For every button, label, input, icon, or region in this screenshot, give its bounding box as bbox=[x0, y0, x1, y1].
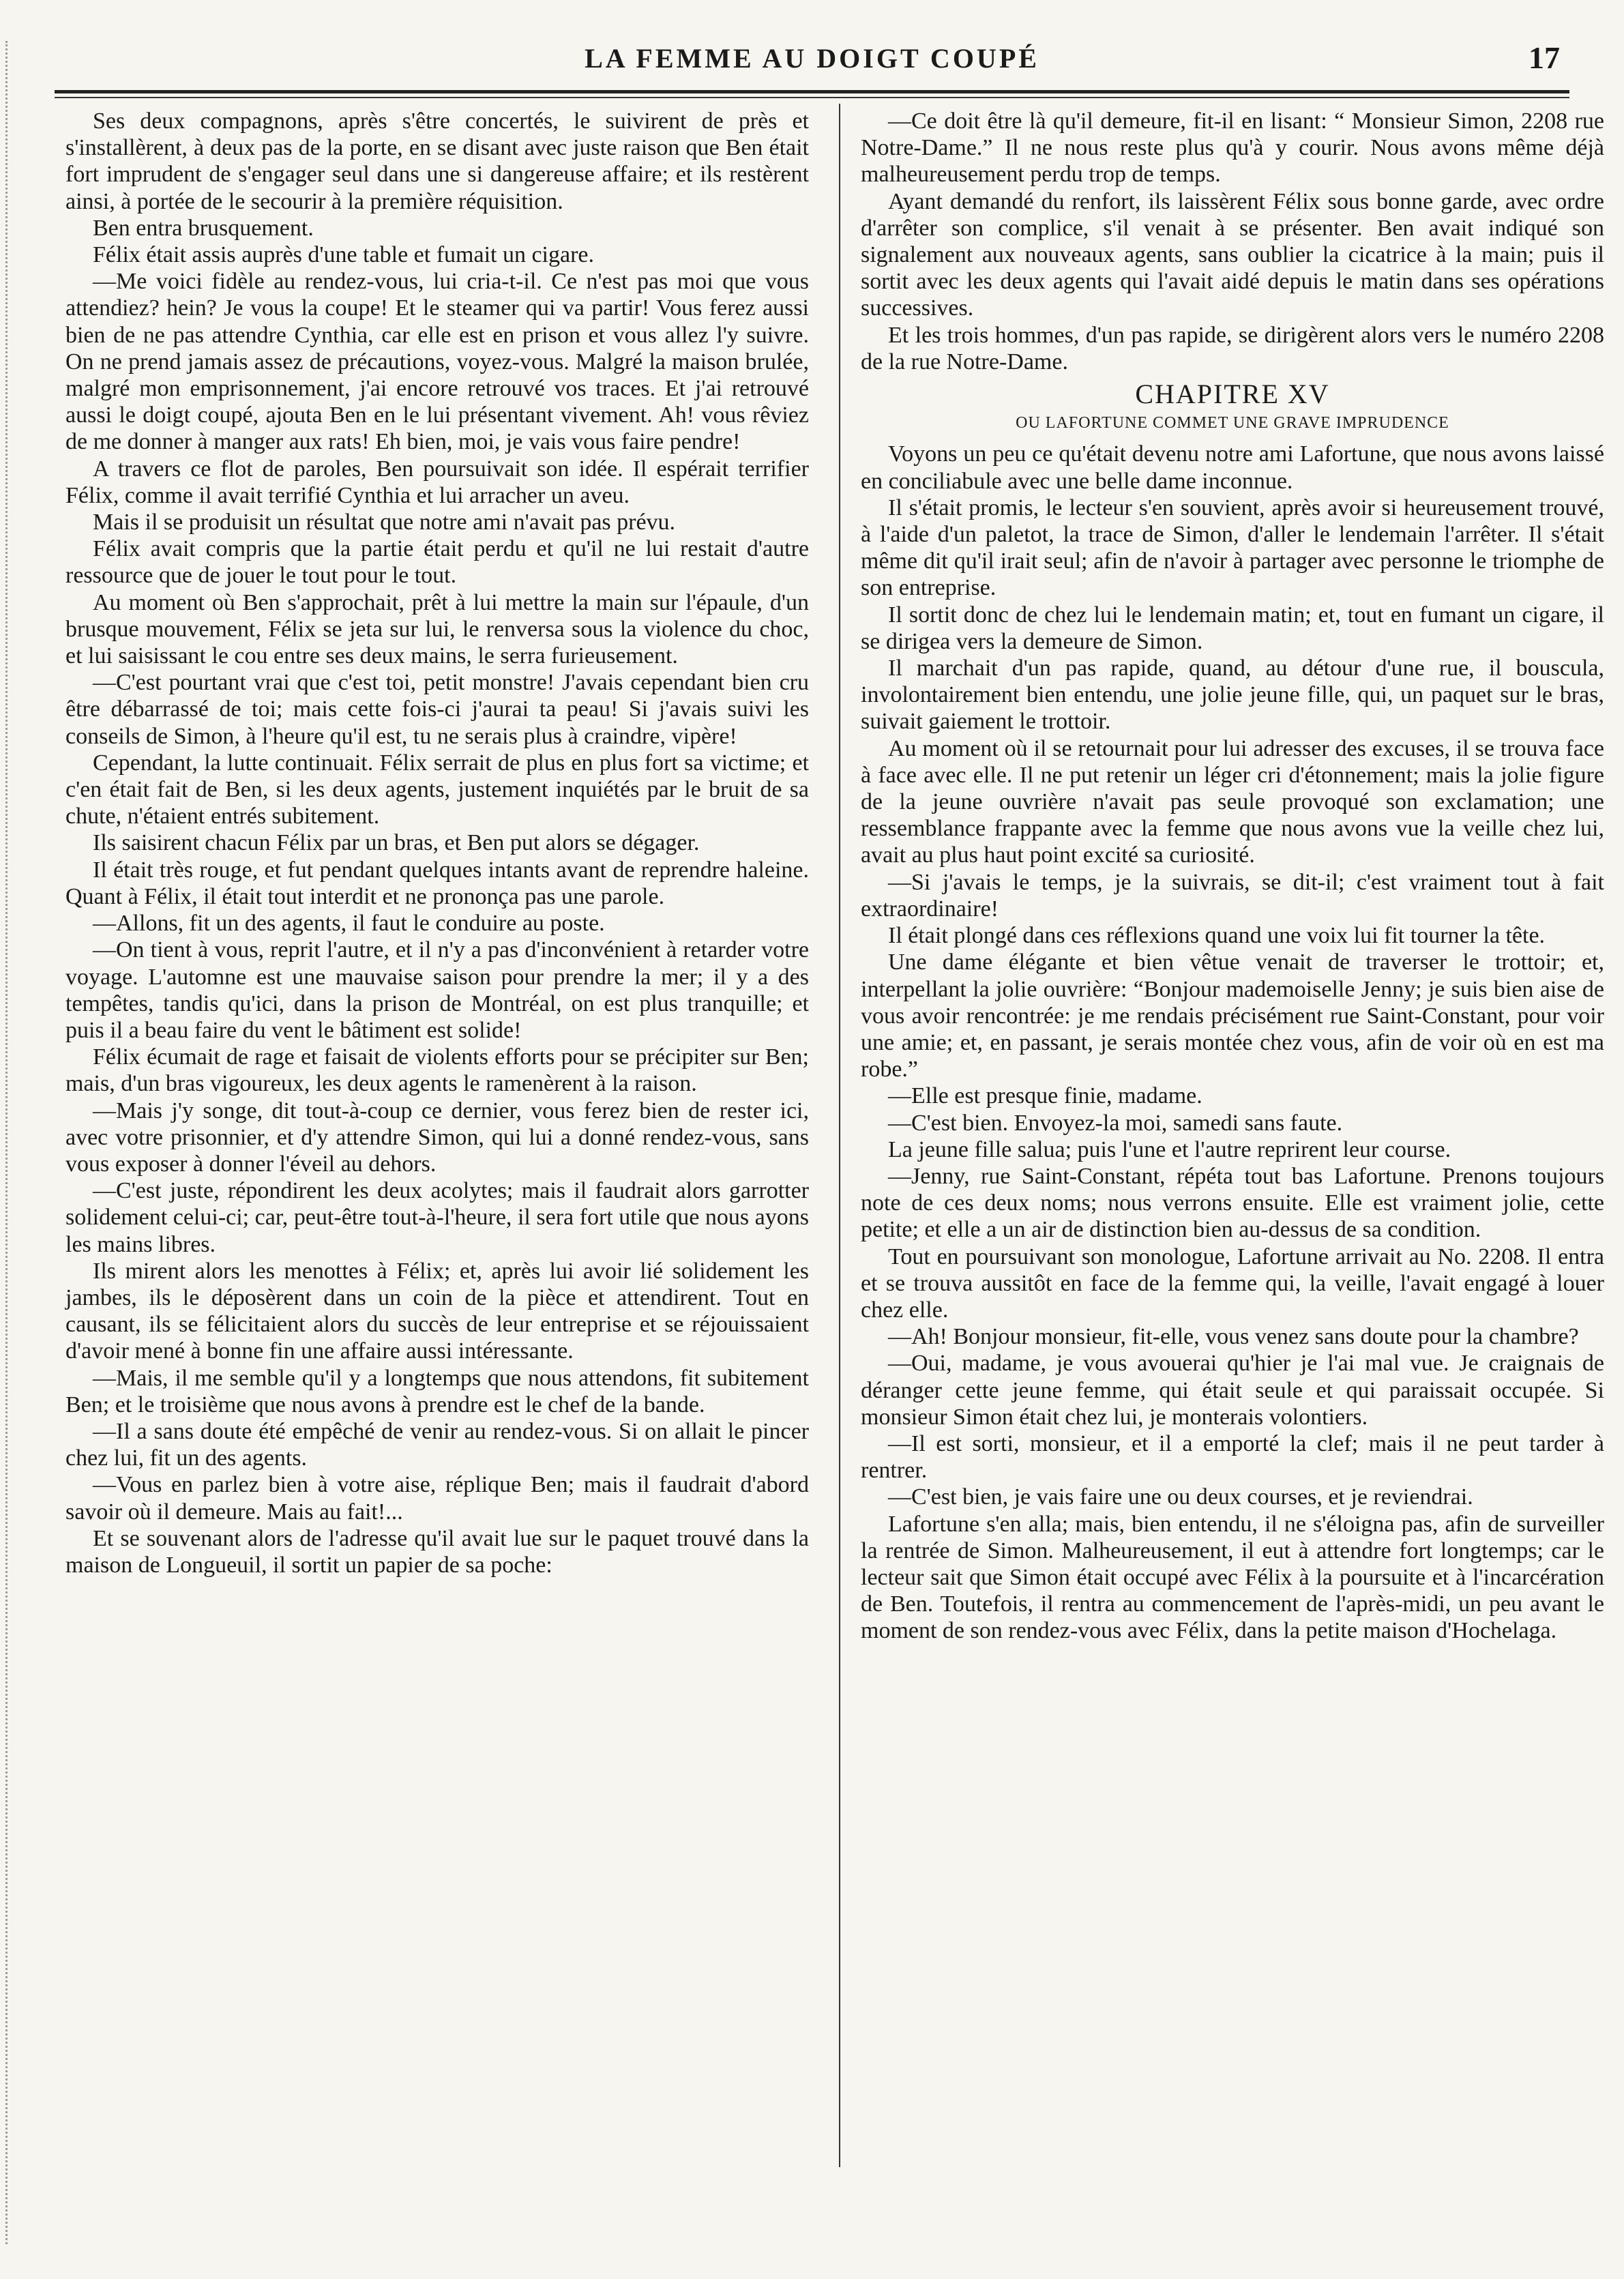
paragraph: Il était plongé dans ces réflexions quand une voix lui fit tourner la tête. bbox=[888, 923, 1546, 949]
paragraph: Voyons un peu ce qu'était devenu notre ami Lafortune, que nous avons laissé en conciliabule avec une belle dame inconnue. bbox=[861, 441, 1604, 494]
paragraph: Et se souvenant alors de l'adresse qu'il avait lue sur le paquet trouvé dans la maison de Longueuil, il sortit un papier de sa poche: bbox=[65, 1525, 809, 1578]
paragraph: —C'est bien. Envoyez-la moi, samedi sans faute. bbox=[888, 1110, 1343, 1136]
paragraph: —Vous en parlez bien à votre aise, réplique Ben; mais il faudrait d'abord savoir où il demeure. Mais au fait!... bbox=[65, 1472, 809, 1525]
header-rule bbox=[55, 90, 1569, 93]
binding-edge bbox=[5, 41, 27, 2244]
right-column bbox=[861, 108, 1604, 1645]
paragraph: —Elle est presque finie, madame. bbox=[888, 1083, 1202, 1109]
chapter-subtitle: OU LAFORTUNE COMMET UNE GRAVE IMPRUDENCE bbox=[1016, 414, 1449, 432]
paragraph: —Il est sorti, monsieur, et il a emporté la clef; mais il ne peut tarder à rentrer. bbox=[861, 1430, 1604, 1484]
paragraph: Cependant, la lutte continuait. Félix serrait de plus en plus fort sa victime; et c'en était fait de Ben, si les deux agents, justement inquiétés par le bruit de sa chute, n'étaient entrés subitement. bbox=[65, 750, 809, 829]
paragraph: Félix avait compris que la partie était perdu et qu'il ne lui restait d'autre ressource que de jouer le tout pour le tout. bbox=[65, 536, 809, 589]
paragraph: Il s'était promis, le lecteur s'en souvient, après avoir si heureusement trouvé, à l'aide d'un paletot, la trace de Simon, d'aller le lendemain l'arrêter. Il s'était même dit qu'il irait seul; afin de n'avoir à partager avec personne le triomphe de son entreprise. bbox=[861, 495, 1604, 601]
paragraph: —Ah! Bonjour monsieur, fit-elle, vous venez sans doute pour la chambre? bbox=[888, 1324, 1579, 1350]
right-column-part-2 bbox=[861, 441, 1604, 1644]
paragraph: Au moment où Ben s'approchait, prêt à lui mettre la main sur l'épaule, d'un brusque mouvement, Félix se jeta sur lui, le renversa sous la violence du choc, et lui saisissant le cou entre ses deux mains, le serra furieusement. bbox=[65, 589, 809, 669]
paragraph: —Mais, il me semble qu'il y a longtemps que nous attendons, fit subitement Ben; et le troisième que nous avons à prendre est le chef de la bande. bbox=[65, 1365, 809, 1417]
paragraph: —C'est pourtant vrai que c'est toi, petit monstre! J'avais cependant bien cru être débarrassé de toi; mais cette fois-ci j'aurai ta peau! Si j'avais suivi les conseils de Simon, à l'heure qu'il est, tu ne serais plus à craindre, vipère! bbox=[65, 670, 809, 749]
paragraph: —C'est juste, répondirent les deux acolytes; mais il faudrait alors garrotter solidement celui-ci; car, peut-être tout-à-l'heure, il sera fort utile que nous ayons les mains libres. bbox=[65, 1178, 809, 1257]
paragraph: Ayant demandé du renfort, ils laissèrent Félix sous bonne garde, avec ordre d'arrêter son complice, s'il venait à se présenter. Ben avait indiqué son signalement aux nouveaux agents, sans oublier la cicatrice à la main; puis il sortit avec les deux agents qui l'avait aidé depuis le matin dans ses opérations successives. bbox=[861, 188, 1604, 321]
paragraph: Au moment où il se retournait pour lui adresser des excuses, il se trouva face à face avec elle. Il ne put retenir un léger cri d'étonnement; mais la jolie figure de la jeune ouvrière n'avait pas seule provoqué son exclamation; une ressemblance frappante avec la femme que nous avons vue la veille chez lui, avait au plus haut point excité sa curiosité. bbox=[861, 735, 1604, 868]
paragraph: Il sortit donc de chez lui le lendemain matin; et, tout en fumant un cigare, il se dirigea vers la demeure de Simon. bbox=[861, 602, 1604, 654]
paragraph: Ben entra brusquement. bbox=[93, 215, 314, 241]
paragraph: Félix était assis auprès d'une table et fumait un cigare. bbox=[93, 242, 595, 268]
paragraph: —Jenny, rue Saint-Constant, répéta tout bas Lafortune. Prenons toujours note de ces deux noms; nous verrons ensuite. Elle est vraiment jolie, cette petite; et elle a un air de distinction bien au-dessus de sa condition. bbox=[861, 1163, 1604, 1243]
paragraph: Une dame élégante et bien vêtue venait de traverser le trottoir; et, interpellant la jolie ouvrière: “Bonjour mademoiselle Jenny; je suis bien aise de vous avoir rencontrée: je me rendais précisément rue Saint-Constant, pour voir une amie; et, en passant, je serais montée chez vous, afin de voir où en est ma robe.” bbox=[861, 950, 1604, 1083]
chapter-title: CHAPITRE XV bbox=[1135, 379, 1330, 410]
paragraph: —Il a sans doute été empêché de venir au rendez-vous. Si on allait le pincer chez lui, fit un des agents. bbox=[65, 1418, 809, 1471]
paragraph: Ils saisirent chacun Félix par un bras, et Ben put alors se dégager. bbox=[93, 830, 700, 856]
paragraph: —Allons, fit un des agents, il faut le conduire au poste. bbox=[93, 911, 605, 937]
header-rule-thin bbox=[55, 97, 1569, 98]
paragraph: —Ce doit être là qu'il demeure, fit-il en lisant: “ Monsieur Simon, 2208 rue Notre-Dame.” Il ne nous reste plus qu'à y courir. Nous avons même déjà malheureusement perdu trop de temps. bbox=[861, 108, 1604, 188]
right-column-part-1 bbox=[861, 108, 1604, 375]
paragraph: —Me voici fidèle au rendez-vous, lui cria-t-il. Ce n'est pas moi que vous attendiez? hein? Je vous la coupe! Et le steamer qui va partir! Vous ferez aussi bien de ne pas attendre Cynthia, car elle est en prison et vous allez l'y suivre. On ne prend jamais assez de précautions, voyez-vous. Malgré la maison brulée, malgré mon emprisonnement, j'ai encore retrouvé vos traces. Et j'ai retrouvé aussi le doigt coupé, ajouta Ben en le lui présentant vivement. Ah! vous rêviez de me donner à manger aux rats! Eh bien, moi, je vais vous faire pendre! bbox=[65, 269, 809, 455]
running-title: LA FEMME AU DOIGT COUPÉ bbox=[585, 43, 1039, 74]
paragraph: Tout en poursuivant son monologue, Lafortune arrivait au No. 2208. Il entra et se trouva aussitôt en face de la femme qui, la veille, l'avait engagé à louer chez elle. bbox=[861, 1244, 1604, 1323]
left-column bbox=[65, 108, 809, 1578]
paragraph: Ses deux compagnons, après s'être concertés, le suivirent de près et s'installèrent, à deux pas de la porte, en se disant avec juste raison que Ben était fort imprudent de s'engager seul dans une si dangereuse affaire; et ils restèrent ainsi, à portée de le secourir à la première réquisition. bbox=[65, 108, 809, 214]
column-divider bbox=[839, 104, 840, 2167]
paragraph: —Oui, madame, je vous avouerai qu'hier je l'ai mal vue. Je craignais de déranger cette jeune femme, qui était seule et qui paraissait occupée. Si monsieur Simon était chez lui, je monterais volontiers. bbox=[861, 1351, 1604, 1430]
page-number: 17 bbox=[1529, 40, 1560, 75]
paragraph: Lafortune s'en alla; mais, bien entendu, il ne s'éloigna pas, afin de surveiller la rentrée de Simon. Malheureusement, il eut à attendre fort longtemps; car le lecteur sait que Simon était occupé avec Félix à la poursuite et à l'incarcération de Ben. Toutefois, il rentra au commencement de l'après-midi, un peu avant le moment de son rendez-vous avec Félix, dans la petite maison d'Hochelaga. bbox=[861, 1511, 1604, 1644]
page-header bbox=[55, 33, 1569, 87]
paragraph: Ils mirent alors les menottes à Félix; et, après lui avoir lié solidement les jambes, ils le déposèrent dans un coin de la pièce et attendirent. Tout en causant, ils se félicitaient alors du succès de leur entreprise et se réjouissaient d'avoir mené à bonne fin une affaire aussi intéressante. bbox=[65, 1258, 809, 1364]
paragraph: La jeune fille salua; puis l'une et l'autre reprirent leur course. bbox=[888, 1136, 1451, 1162]
paragraph: —On tient à vous, reprit l'autre, et il n'y a pas d'inconvénient à retarder votre voyage. L'automne est une mauvaise saison pour prendre la mer; il y a des tempêtes, tandis qu'ici, dans la prison de Montréal, on est plus tranquille; et puis il a beau faire du vent le bâtiment est solide! bbox=[65, 937, 809, 1043]
paragraph: A travers ce flot de paroles, Ben poursuivait son idée. Il espérait terrifier Félix, comme il avait terrifié Cynthia et lui arracher un aveu. bbox=[65, 456, 809, 508]
paragraph: Il marchait d'un pas rapide, quand, au détour d'une rue, il bouscula, involontairement bien entendu, une jolie jeune fille, qui, un paquet sur le bras, suivait gaiement le trottoir. bbox=[861, 656, 1604, 735]
paragraph: —Mais j'y songe, dit tout-à-coup ce dernier, vous ferez bien de rester ici, avec votre prisonnier, et d'y attendre Simon, qui lui a donné rendez-vous, sans vous exposer à donner l'éveil au dehors. bbox=[65, 1098, 809, 1177]
paragraph: —C'est bien, je vais faire une ou deux courses, et je reviendrai. bbox=[888, 1484, 1473, 1510]
paragraph: Félix écumait de rage et faisait de violents efforts pour se précipiter sur Ben; mais, d'un bras vigoureux, les deux agents le ramenèrent à la raison. bbox=[65, 1044, 809, 1097]
paragraph: Mais il se produisit un résultat que notre ami n'avait pas prévu. bbox=[93, 510, 676, 535]
paragraph: Il était très rouge, et fut pendant quelques intants avant de reprendre haleine. Quant à Félix, il était tout interdit et ne prononça pas une parole. bbox=[65, 857, 809, 909]
paragraph: Et les trois hommes, d'un pas rapide, se dirigèrent alors vers le numéro 2208 de la rue Notre-Dame. bbox=[861, 322, 1604, 374]
paragraph: —Si j'avais le temps, je la suivrais, se dit-il; c'est vraiment tout à fait extraordinaire! bbox=[861, 869, 1604, 922]
